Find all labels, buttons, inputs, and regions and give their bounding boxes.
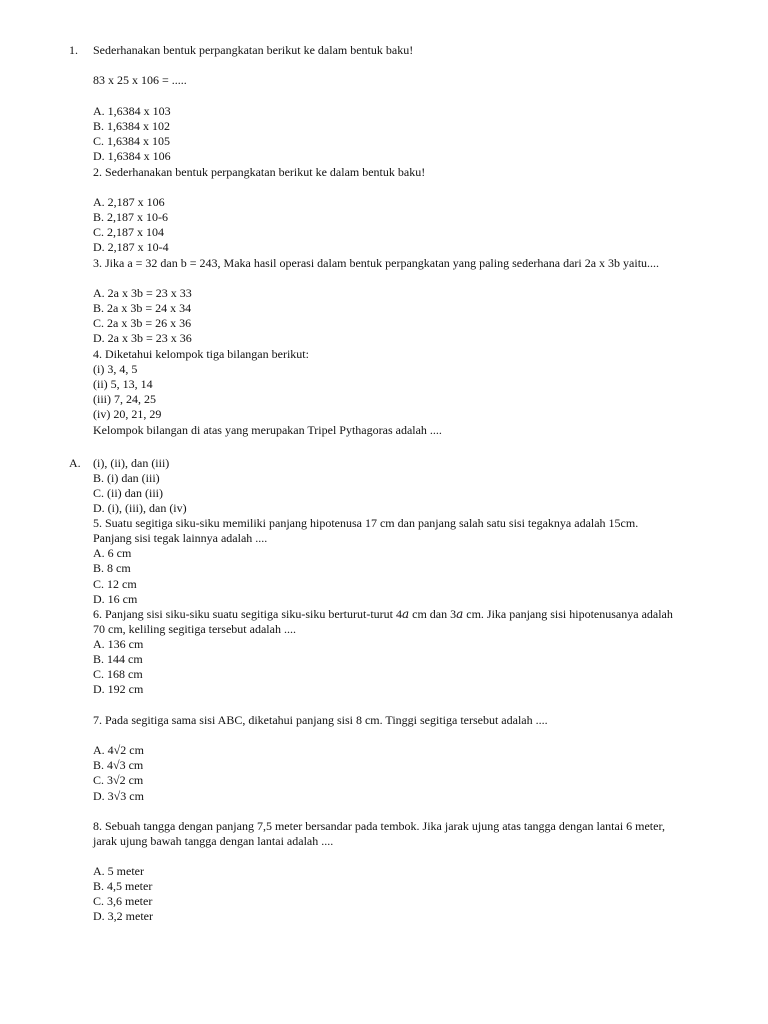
option-item: A. 136 cm <box>93 637 144 651</box>
option-item: D. 192 cm <box>93 682 144 696</box>
question-5-text: 5. Suatu segitiga siku-siku memiliki panjang hipotenusa 17 cm dan panjang salah satu sisi tegaknya adalah 15cm. <box>93 516 639 530</box>
option-item: C. 2a x 3b = 26 x 36 <box>93 316 192 330</box>
number-group-item: (iii) 7, 24, 25 <box>93 392 156 406</box>
question-5-text-cont: Panjang sisi tegak lainnya adalah .... <box>93 531 268 545</box>
option-item: D. 16 cm <box>93 592 138 606</box>
option-item: B. 2a x 3b = 24 x 34 <box>93 301 192 315</box>
option-item: A. 6 cm <box>93 546 132 560</box>
question-3-text: 3. Jika a = 32 dan b = 243, Maka hasil operasi dalam bentuk perpangkatan yang paling sederhana dari 2a x 3b yaitu.... <box>93 256 660 270</box>
option-item: C. 168 cm <box>93 667 143 681</box>
option-item: B. 8 cm <box>93 561 131 575</box>
option-item: C. 2,187 x 104 <box>93 225 165 239</box>
question-1-expression: 83 x 25 x 106 = ..... <box>93 73 187 87</box>
option-item: A. 2,187 x 106 <box>93 195 165 209</box>
option-item: C. 1,6384 x 105 <box>93 134 171 148</box>
option-item: C. 12 cm <box>93 577 137 591</box>
number-group-item: (i) 3, 4, 5 <box>93 362 138 376</box>
option-item: B. 2,187 x 10-6 <box>93 210 168 224</box>
option-item: A. 1,6384 x 103 <box>93 104 171 118</box>
option-item: B. (i) dan (iii) <box>93 471 160 485</box>
option-item: D. 1,6384 x 106 <box>93 149 171 163</box>
number-group-item: (ii) 5, 13, 14 <box>93 377 153 391</box>
question-1-text: Sederhanakan bentuk perpangkatan berikut ke dalam bentuk baku! <box>93 43 414 57</box>
number-group-item: (iv) 20, 21, 29 <box>93 407 162 421</box>
question-number: 1. <box>69 43 78 57</box>
option-item: (i), (ii), dan (iii) <box>93 456 170 470</box>
option-item: D. 2,187 x 10-4 <box>93 240 169 254</box>
option-item: B. 1,6384 x 102 <box>93 119 171 133</box>
option-item: C. 3,6 meter <box>93 894 153 908</box>
question-4-prompt: Kelompok bilangan di atas yang merupakan Tripel Pythagoras adalah .... <box>93 423 442 437</box>
question-2-text: 2. Sederhanakan bentuk perpangkatan berikut ke dalam bentuk baku! <box>93 165 426 179</box>
option-item: B. 4√3 cm <box>93 758 144 772</box>
option-item: A. 4√2 cm <box>93 743 144 757</box>
option-item: C. (ii) dan (iii) <box>93 486 163 500</box>
option-item: D. (i), (iii), dan (iv) <box>93 501 187 515</box>
question-6-text-cont: 70 cm, keliling segitiga tersebut adalah .... <box>93 622 296 636</box>
question-8-text-cont: jarak ujung bawah tangga dengan lantai adalah .... <box>93 834 334 848</box>
question-8-text: 8. Sebuah tangga dengan panjang 7,5 meter bersandar pada tembok. Jika jarak ujung atas tangga dengan lantai 6 meter, <box>93 819 665 833</box>
question-6-text: 6. Panjang sisi siku-siku suatu segitiga siku-siku berturut-turut 4𝑎 cm dan 3𝑎 cm. Jika panjang sisi hipotenusanya adalah <box>93 607 673 621</box>
option-item: D. 3√3 cm <box>93 789 144 803</box>
option-item: A. 2a x 3b = 23 x 33 <box>93 286 192 300</box>
option-letter: A. <box>69 456 81 470</box>
question-4-text: 4. Diketahui kelompok tiga bilangan berikut: <box>93 347 309 361</box>
option-item: D. 3,2 meter <box>93 909 153 923</box>
option-item: B. 144 cm <box>93 652 143 666</box>
question-7-text: 7. Pada segitiga sama sisi ABC, diketahui panjang sisi 8 cm. Tinggi segitiga tersebut adalah .... <box>93 713 548 727</box>
option-item: D. 2a x 3b = 23 x 36 <box>93 331 192 345</box>
option-item: A. 5 meter <box>93 864 144 878</box>
option-item: B. 4,5 meter <box>93 879 153 893</box>
option-item: C. 3√2 cm <box>93 773 144 787</box>
